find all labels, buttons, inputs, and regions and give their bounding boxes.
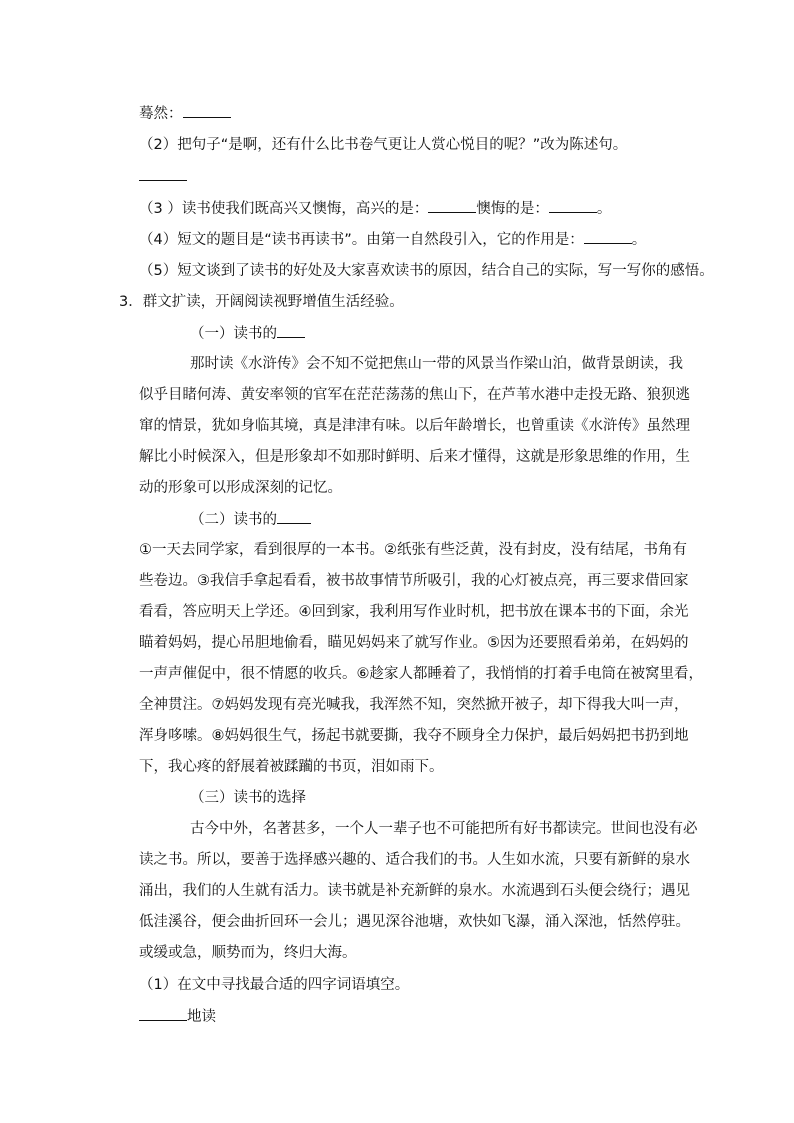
- paragraph-line: 一声声催促中，很不情愿的收兵。⑥趁家人都睡着了，我悄悄的打着手电筒在被窝里看，: [139, 666, 703, 682]
- sub-question-3-part-a: （3 ）读书使我们既高兴又懊悔，高兴的是：: [139, 201, 429, 217]
- mu-ran-label: 蓦然：: [139, 106, 183, 122]
- sub-question-1-answer-line: [139, 1006, 216, 1027]
- answer-blank[interactable]: [428, 198, 476, 213]
- paragraph-line: 低洼溪谷，便会曲折回环一会儿；遇见深谷池塘，欢快如飞瀑，涌入深池，恬然停驻。: [139, 914, 690, 930]
- paragraph-line: 下，我心疼的舒展着被蹂躏的书页，泪如雨下。: [139, 759, 444, 775]
- section-2-title-text: （二）读书的: [190, 512, 277, 528]
- paragraph-line: ①一天去同学家，看到很厚的一本书。②纸张有些泛黄，没有封皮，没有结尾，书角有: [139, 542, 687, 558]
- paragraph-line: 全神贯注。⑦妈妈发现有亮光喊我，我浑然不知，突然掀开被子，却下得我大叫一声，: [139, 697, 689, 713]
- section-1-title-text: （一）读书的: [190, 326, 277, 342]
- section-1-title: [190, 323, 305, 344]
- paragraph-line: 似乎目睹何涛、黄安率领的官军在茫茫荡荡的焦山下，在芦苇水港中走投无路、狼狈逃: [139, 387, 690, 403]
- sub-question-2-answer-line: [139, 166, 187, 187]
- paragraph-line: 浑身哆嗦。⑧妈妈很生气，扬起书就要撕，我夺不顾身全力保护，最后妈妈把书扔到地: [139, 728, 689, 744]
- question-3-title: 3．群文扩读，开阔阅读视野增值生活经验。: [119, 294, 404, 310]
- answer-blank[interactable]: [277, 509, 311, 524]
- answer-blank[interactable]: [183, 103, 231, 118]
- paragraph-line: 瞄着妈妈，提心吊胆地偷看，瞄见妈妈来了就写作业。⑤因为还要照看弟弟，在妈妈的: [139, 635, 689, 651]
- paragraph-line: 解比小时候深入，但是形象却不如那时鲜明、后来才懂得，这就是形象思维的作用，生: [139, 449, 690, 465]
- sub-question-3-part-b: 懊悔的是：: [476, 201, 549, 217]
- mu-ran-line: [139, 103, 231, 124]
- answer-suffix: 地读: [187, 1009, 216, 1025]
- sub-question-3-part-c: 。: [596, 201, 612, 217]
- answer-blank[interactable]: [584, 229, 632, 244]
- paragraph-line: 些卷边。③我信手拿起看看，被书故事情节所吸引，我的心灯被点亮，再三要求借回家: [139, 573, 689, 589]
- sub-question-4: [139, 229, 646, 250]
- paragraph-line: 窜的情景，犹如身临其境，真是津津有味。以后年龄增长，也曾重读《水浒传》虽然理: [139, 418, 690, 434]
- paragraph-line: 动的形象可以形成深刻的记忆。: [139, 480, 342, 496]
- paragraph-line: 或缓或急，顺势而为，终归大海。: [139, 945, 357, 961]
- sub-question-3: [139, 198, 611, 219]
- sub-question-2: （2）把句子“是啊，还有什么比书卷气更让人赏心悦目的呢？”改为陈述句。: [139, 137, 628, 153]
- paragraph-line: 古今中外，名著甚多，一个人一辈子也不可能把所有好书都读完。世间也没有必: [190, 821, 698, 837]
- answer-blank[interactable]: [549, 198, 597, 213]
- sub-question-1: （1）在文中寻找最合适的四字词语填空。: [139, 977, 410, 993]
- sub-question-4-part-b: 。: [631, 232, 647, 248]
- paragraph-line: 那时读《水浒传》会不知不觉把焦山一带的风景当作梁山泊，做背景朗读，我: [190, 356, 683, 372]
- sub-question-4-part-a: （4）短文的题目是“读书再读书”。由第一自然段引入，它的作用是：: [139, 232, 584, 248]
- section-3-title: （三）读书的选择: [190, 790, 306, 806]
- sub-question-5: （5）短文谈到了读书的好处及大家喜欢读书的原因，结合自己的实际，写一写你的感悟。: [139, 263, 714, 279]
- paragraph-line: 看看，答应明天上学还。④回到家，我利用写作业时机，把书放在课本书的下面，余光: [139, 604, 689, 620]
- paragraph-line: 涌出，我们的人生就有活力。读书就是补充新鲜的泉水。水流遇到石头便会绕行；遇见: [139, 883, 690, 899]
- answer-blank[interactable]: [139, 1006, 187, 1021]
- section-2-title: [190, 509, 311, 530]
- answer-blank[interactable]: [277, 323, 305, 338]
- paragraph-line: 读之书。所以，要善于选择感兴趣的、适合我们的书。人生如水流，只要有新鲜的泉水: [139, 852, 690, 868]
- answer-blank[interactable]: [139, 166, 187, 181]
